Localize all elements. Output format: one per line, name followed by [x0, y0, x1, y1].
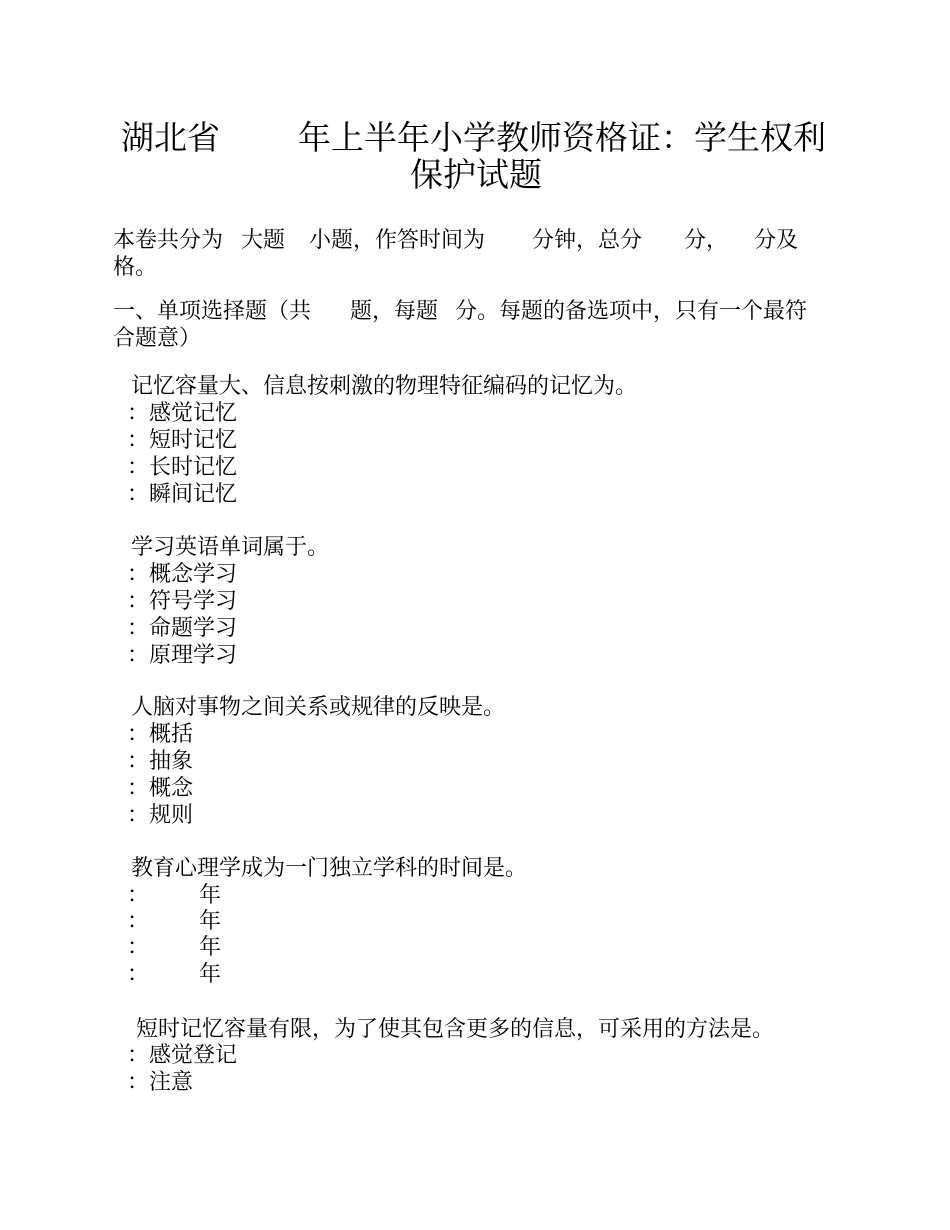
option-c: ：长时记忆	[127, 455, 238, 480]
option-c: ：概念	[127, 776, 194, 801]
option-b: ：符号学习	[127, 589, 238, 614]
option-a: ：概念学习	[127, 562, 238, 587]
section-text-4: 合题意）	[113, 326, 202, 351]
question-stem: 教育心理学成为一门独立学科的时间是。	[131, 856, 528, 881]
option-a	[127, 882, 221, 909]
title-main: 年上半年小学教师资格证：学生权利	[298, 118, 826, 157]
option-b	[127, 908, 221, 935]
option-c	[127, 934, 221, 961]
option-colon: ：	[127, 935, 150, 960]
title-province: 湖北省	[121, 118, 220, 157]
question-stem: 短时记忆容量有限，为了使其包含更多的信息，可采用的方法是。	[136, 1017, 775, 1042]
option-colon: ：	[127, 909, 150, 934]
option-a: ：感觉记忆	[127, 401, 238, 426]
option-c: ：命题学习	[127, 616, 238, 641]
section-text-2: 题，每题	[350, 299, 439, 324]
option-text: 年	[199, 935, 222, 960]
option-d: ：规则	[127, 803, 194, 828]
option-text: 年	[199, 883, 222, 908]
intro-text-2: 大题	[241, 228, 286, 253]
question-stem: 人脑对事物之间关系或规律的反映是。	[131, 695, 506, 720]
question-stem: 记忆容量大、信息按刺激的物理特征编码的记忆为。	[131, 374, 638, 399]
intro-text-1: 本卷共分为	[113, 228, 224, 253]
intro-text-4: 分钟，总分	[532, 228, 643, 253]
option-b: ：注意	[127, 1070, 194, 1095]
option-a: ：感觉登记	[127, 1043, 238, 1068]
section-text-3: 分。每题的备选项中，只有一个最符	[455, 299, 808, 324]
section-text-1: 一、单项选择题（共	[113, 299, 312, 324]
option-text: 年	[199, 962, 222, 987]
intro-text-7: 格。	[113, 255, 158, 280]
option-b: ：抽象	[127, 749, 194, 774]
option-text: 年	[199, 909, 222, 934]
option-d: ：原理学习	[127, 643, 238, 668]
option-colon: ：	[127, 962, 150, 987]
intro-text-6: 分及	[754, 228, 799, 253]
option-a: ：概括	[127, 722, 194, 747]
title-subtitle: 保护试题	[410, 155, 542, 194]
intro-text-3: 小题，作答时间为	[309, 228, 486, 253]
intro-text-5: 分，	[684, 228, 729, 253]
option-d: ：瞬间记忆	[127, 482, 238, 507]
option-d	[127, 961, 221, 988]
option-colon: ：	[127, 883, 150, 908]
question-stem: 学习英语单词属于。	[131, 535, 330, 560]
option-b: ：短时记忆	[127, 428, 238, 453]
